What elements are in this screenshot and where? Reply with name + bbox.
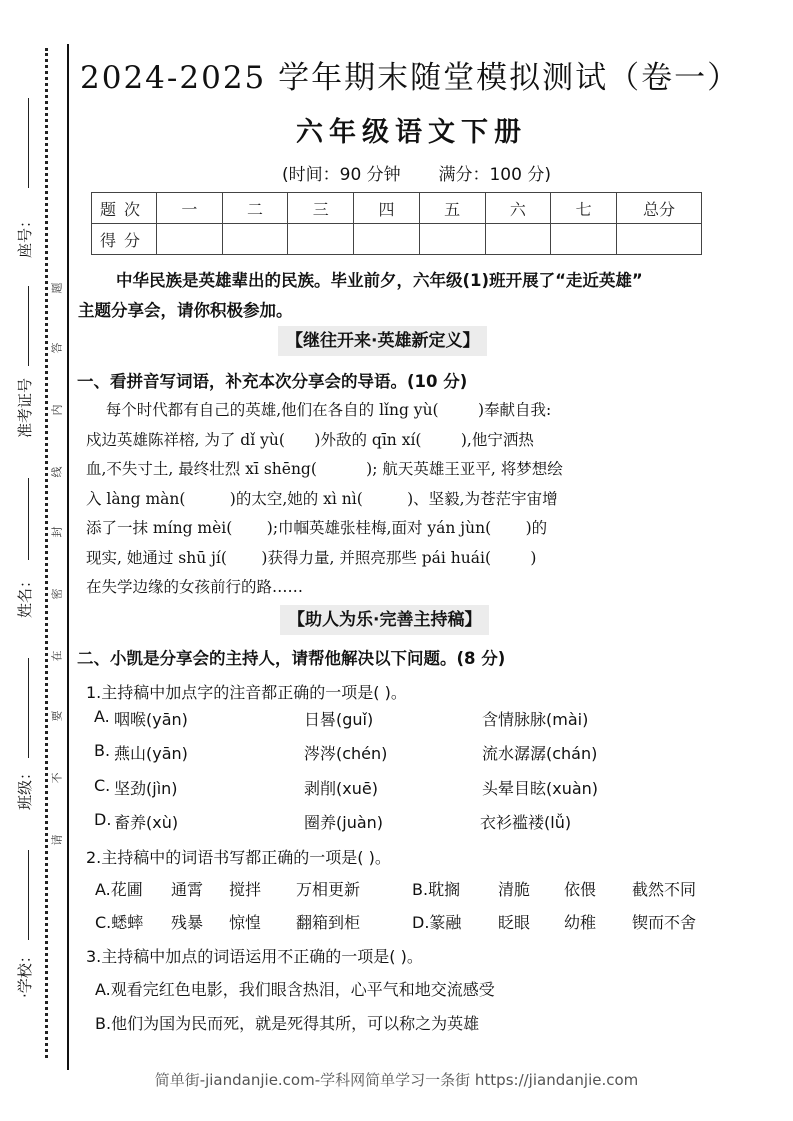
class-label: 班级： (16, 764, 34, 810)
score-cell-total[interactable] (617, 224, 702, 255)
exam-id-label: 准考证号 (16, 377, 34, 438)
passage-line: 现实, 她通过 shū jí( )获得力量, 并照亮那些 pái huái( ) (86, 548, 537, 567)
question-2-title: 二、小凯是分享会的主持人，请帮他解决以下问题。(8 分) (77, 649, 506, 668)
column-header: 一 (157, 193, 223, 224)
q3-option-b: B.他们为国为民而死，就是死得其所，可以称之为英雄 (95, 1014, 480, 1033)
seat-label: 座号： (16, 212, 34, 258)
word-item: 残暴 (171, 913, 204, 932)
option-item: 衣衫褴褛(lǚ) (480, 813, 572, 832)
word-item: 通霄 (171, 880, 204, 899)
intro-line: 主题分享会，请你积极参加。 (78, 301, 293, 320)
section-banner-1: 【继往开来·英雄新定义】 (278, 326, 487, 356)
option-item: 畜养(xù) (114, 813, 179, 832)
word-item: 搅拌 (229, 880, 262, 899)
seal-char: 不 (50, 772, 64, 784)
seal-char: 封 (50, 526, 64, 538)
intro-paragraph (78, 266, 778, 326)
question-1-title: 一、看拼音写词语，补充本次分享会的导语。(10 分) (77, 372, 468, 391)
exam-id-underline (28, 286, 29, 366)
row-label-question: 题次 (92, 193, 157, 224)
column-header: 二 (222, 193, 288, 224)
word-item: 万相更新 (296, 880, 361, 899)
column-header: 四 (354, 193, 420, 224)
seal-char: 在 (50, 650, 64, 662)
column-header: 六 (485, 193, 551, 224)
word-item: 清脆 (498, 880, 531, 899)
q1-stem: 1.主持稿中加点字的注音都正确的一项是( )。 (86, 683, 407, 702)
option-label: A. (94, 707, 110, 726)
time-info: (时间：90 分钟 满分：100 分) (282, 165, 551, 185)
binding-solid-line (67, 44, 69, 1070)
option-label: C. (94, 776, 111, 795)
word-item: 截然不同 (632, 880, 697, 899)
passage-line: 在失学边缘的女孩前行的路…… (86, 578, 304, 596)
column-header-total: 总分 (617, 193, 702, 224)
word-item: 翻箱到柜 (296, 913, 361, 932)
option-item: 坚劲(jìn) (114, 779, 178, 798)
score-cell[interactable] (354, 224, 420, 255)
pinyin-passage (86, 396, 776, 603)
word-item: 幼稚 (564, 913, 597, 932)
option-item: 头晕目眩(xuàn) (482, 779, 599, 798)
school-underline (28, 850, 29, 940)
score-cell[interactable] (157, 224, 223, 255)
seal-char: 线 (50, 466, 64, 478)
score-cell[interactable] (485, 224, 551, 255)
score-cell[interactable] (222, 224, 288, 255)
word-item: C.蟋蟀 (95, 913, 144, 932)
option-item: 含情脉脉(mài) (482, 710, 589, 729)
score-table-score-row (92, 224, 702, 255)
option-item: 流水潺潺(chán) (482, 744, 598, 763)
exam-title: 2024-2025 学年期末随堂模拟测试（卷一） (80, 60, 741, 96)
option-item: 圈养(juàn) (304, 813, 384, 832)
passage-line: 血,不失寸土, 最终壮烈 xī shēng( ); 航天英雄王亚平, 将梦想绘 (86, 460, 563, 478)
name-label: 姓名： (16, 572, 34, 618)
option-item: 剥削(xuē) (304, 779, 378, 798)
score-table-header-row (92, 193, 702, 224)
seal-char: 请 (50, 834, 64, 846)
score-cell[interactable] (419, 224, 485, 255)
score-cell[interactable] (288, 224, 354, 255)
word-item: 依偎 (564, 880, 597, 899)
word-item: 惊惶 (229, 913, 262, 932)
word-item: 锲而不舍 (632, 913, 697, 932)
exam-subtitle: 六年级语文下册 (296, 117, 527, 148)
passage-line: 戍边英雄陈祥榕, 为了 dǐ yù( )外敌的 qīn xí( ),他宁洒热 (86, 430, 534, 449)
row-label-score: 得分 (92, 224, 157, 255)
seal-char: 要 (50, 710, 64, 722)
column-header: 三 (288, 193, 354, 224)
option-item: 燕山(yān) (114, 744, 188, 763)
seal-char: 密 (50, 588, 64, 600)
seal-char: 内 (50, 404, 64, 416)
score-cell[interactable] (551, 224, 617, 255)
section-banner-2: 【助人为乐·完善主持稿】 (280, 605, 489, 635)
word-item: A.花圃 (95, 880, 143, 899)
passage-line: 每个时代都有自己的英雄,他们在各自的 lǐng yù( )奉献自我: (86, 401, 552, 419)
option-label: B. (94, 741, 111, 760)
passage-line: 添了一抹 míng mèi( );巾帼英雄张桂梅,面对 yán jùn( )的 (86, 519, 548, 537)
word-item: D.篆融 (412, 913, 462, 932)
q3-stem: 3.主持稿中加点的词语运用不正确的一项是( )。 (86, 947, 423, 966)
binding-dotted-line (45, 48, 48, 1058)
column-header: 七 (551, 193, 617, 224)
q2-stem: 2.主持稿中的词语书写都正确的一项是( )。 (86, 848, 391, 867)
intro-line: 中华民族是英雄辈出的民族。毕业前夕，六年级(1)班开展了“走近英雄” (116, 271, 643, 290)
column-header: 五 (419, 193, 485, 224)
name-underline (28, 478, 29, 560)
school-label: ·学校： (16, 948, 34, 998)
option-item: 涔涔(chén) (304, 744, 388, 763)
class-underline (28, 658, 29, 758)
word-item: 眨眼 (498, 913, 531, 932)
option-item: 咽喉(yān) (114, 710, 188, 729)
seal-char: 答 (50, 342, 64, 354)
score-table (91, 192, 702, 255)
footer-watermark: 简单街-jiandanjie.com-学科网简单学习一条街 https://jiandanjie.com (154, 1071, 639, 1089)
seal-char: 题 (50, 282, 64, 294)
option-label: D. (94, 810, 112, 829)
q3-option-a: A.观看完红色电影，我们眼含热泪，心平气和地交流感受 (95, 980, 495, 999)
passage-line: 入 làng màn( )的太空,她的 xì nì( )、坚毅,为苍茫宇宙增 (86, 489, 558, 508)
word-item: B.耽搁 (412, 880, 461, 899)
option-item: 日晷(guǐ) (304, 710, 374, 729)
